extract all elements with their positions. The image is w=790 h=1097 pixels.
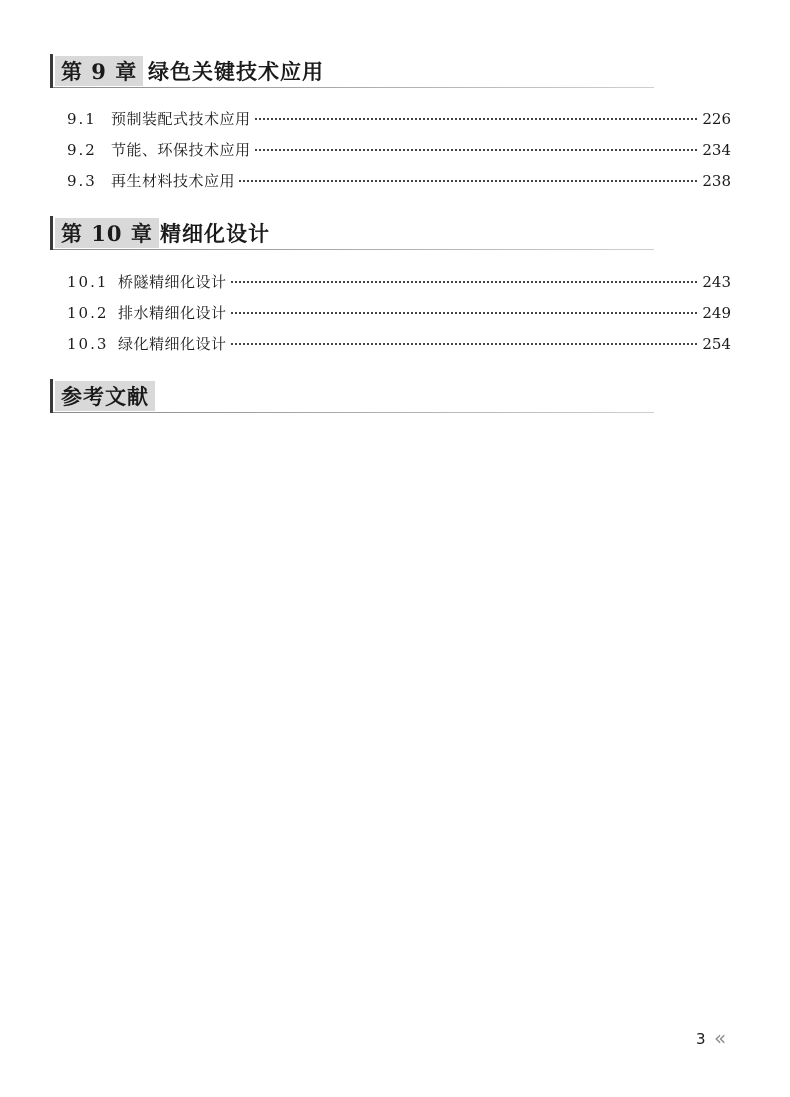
section-title: 桥隧精细化设计 [118,273,227,291]
chapter-heading-9 [50,54,654,88]
chapter-heading-bar [50,379,53,413]
section-page: 234 [702,141,731,159]
chapter-title: 精细化设计 [160,221,270,246]
chapter-heading-bar [50,216,53,250]
toc-entry-10-1[interactable] [67,271,731,293]
dot-leader [231,311,697,314]
references-heading[interactable] [50,379,654,413]
chapter-label: 第 10 章 [55,218,159,248]
toc-entry-9-3[interactable] [67,170,731,192]
dot-leader [231,342,697,345]
section-page: 238 [702,172,731,190]
dot-leader [255,148,697,151]
references-label: 参考文献 [55,381,155,411]
toc-entry-10-2[interactable] [67,302,731,324]
section-page: 249 [702,304,731,322]
toc-entry-9-1[interactable] [67,108,731,130]
section-title: 绿化精细化设计 [118,335,227,353]
toc-entry-10-3[interactable] [67,333,731,355]
section-number: 9.2 [67,141,97,159]
section-title: 预制装配式技术应用 [111,110,251,128]
dot-leader [231,280,697,283]
section-number: 10.1 [67,273,109,291]
section-number: 10.2 [67,304,109,322]
section-number: 9.3 [67,172,97,190]
toc-entry-9-2[interactable] [67,139,731,161]
double-chevron-left-icon: « [714,1026,727,1050]
section-page: 254 [702,335,731,353]
chapter-heading-bar [50,54,53,88]
chapter-rule [53,249,654,250]
chapter-heading-10 [50,216,654,250]
chapter-rule [53,412,654,413]
section-title: 节能、环保技术应用 [111,141,251,159]
section-page: 226 [702,110,731,128]
chapter-rule [53,87,654,88]
section-page: 243 [702,273,731,291]
section-title: 排水精细化设计 [118,304,227,322]
section-title: 再生材料技术应用 [111,172,236,190]
section-number: 10.3 [67,335,109,353]
dot-leader [255,117,697,120]
chapter-label: 第 9 章 [55,56,143,86]
dot-leader [239,179,697,182]
chapter-title: 绿色关键技术应用 [148,59,324,84]
section-number: 9.1 [67,110,97,128]
page-number: 3 [696,1030,706,1048]
